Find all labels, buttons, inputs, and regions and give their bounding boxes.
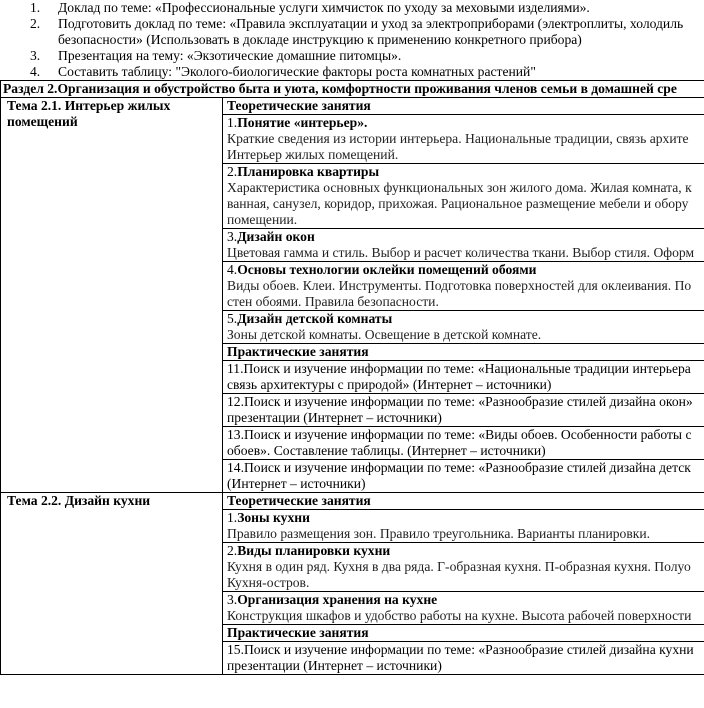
practice-text: 12.Поиск и изучение информации по теме: «Разнообразие стилей дизайна окон»	[227, 394, 693, 409]
lesson-title: Зоны кухни	[237, 510, 310, 525]
intro-list	[0, 0, 704, 80]
intro-item-text: безопасности» (Использовать в докладе инструкцию к применению конкретного прибора)	[58, 32, 582, 47]
lesson-text: Краткие сведения из истории интерьера. Национальные традиции, связь архите	[227, 131, 689, 146]
lesson-heading	[227, 229, 704, 245]
lesson-number: 5.	[227, 311, 238, 326]
curriculum-table	[0, 80, 704, 675]
lesson-title: Организация хранения на кухне	[237, 592, 438, 607]
lesson-text: Правило размещения зон. Правило треугольника. Варианты планировки.	[227, 526, 651, 541]
theory-header-row	[1, 98, 704, 115]
section-title: Раздел 2.Организация и обустройство быта и уюта, комфортности проживания членов семьи в домашней сре	[1, 81, 704, 98]
intro-item	[0, 48, 704, 64]
practice-text: 15.Поиск и изучение информации по теме: «Разнообразие стилей дизайна кухни	[227, 642, 694, 657]
practice-text: (Интернет – источники)	[227, 476, 366, 491]
practice-cell	[223, 361, 704, 394]
intro-item-text: Доклад по теме: «Профессиональные услуги химчисток по уходу за меховыми изделиями».	[58, 0, 590, 15]
intro-item-text: Презентация на тему: «Экзотические домашние питомцы».	[58, 48, 402, 63]
lesson-title: Дизайн детской комнаты	[237, 311, 393, 326]
lesson-cell	[223, 115, 704, 164]
lesson-number: 2.	[227, 543, 238, 558]
practice-cell	[223, 394, 704, 427]
lesson-cell	[223, 229, 704, 262]
topic-title-line: помещений	[7, 114, 78, 129]
lesson-text: Кухня в один ряд. Кухня в два ряда. Г-образная кухня. П-образная кухня. Полуо	[227, 559, 691, 574]
lesson-cell	[223, 262, 704, 311]
lesson-heading	[227, 115, 704, 131]
topic-title-line: Тема 2.1. Интерьер жилых	[7, 98, 171, 113]
section-row	[1, 81, 704, 98]
lesson-title: Основы технологии оклейки помещений обоями	[237, 262, 537, 277]
practice-cell	[223, 427, 704, 460]
theory-header: Теоретические занятия	[223, 493, 704, 510]
lesson-heading	[227, 543, 704, 559]
theory-header-row	[1, 493, 704, 510]
lesson-text: Интерьер жилых помещений.	[227, 147, 399, 162]
intro-item	[0, 64, 704, 80]
practice-text: 11.Поиск и изучение информации по теме: «Национальные традиции интерьера	[227, 361, 691, 376]
intro-item	[0, 0, 704, 16]
intro-item	[0, 16, 704, 48]
practice-cell	[223, 642, 704, 675]
lesson-title: Планировка квартиры	[237, 164, 380, 179]
lesson-number: 2.	[227, 164, 238, 179]
lesson-text: Конструкция шкафов и удобство работы на кухне. Высота рабочей поверхности	[227, 608, 692, 623]
lesson-cell	[223, 164, 704, 229]
topic-title-line: Тема 2.2. Дизайн кухни	[7, 493, 151, 508]
lesson-number: 1.	[227, 115, 238, 130]
lesson-text: стен обоями. Правила безопасности.	[227, 294, 439, 309]
intro-item-text: Составить таблицу: "Эколого-биологические факторы роста комнатных растений"	[58, 64, 536, 79]
lesson-cell	[223, 510, 704, 543]
lesson-title: Виды планировки кухни	[237, 543, 391, 558]
intro-item-number: 2.	[30, 16, 41, 31]
practice-text: связь архитектуры с природой» (Интернет – источники)	[227, 377, 552, 392]
lesson-heading	[227, 262, 704, 278]
lesson-number: 3.	[227, 592, 238, 607]
lesson-text: помещении.	[227, 212, 298, 227]
practice-text: презентации (Интернет – источники)	[227, 410, 442, 425]
lesson-text: Зоны детской комнаты. Освещение в детской комнате.	[227, 327, 542, 342]
lesson-heading	[227, 311, 704, 327]
intro-item-text: Подготовить доклад по теме: «Правила эксплуатации и уход за электроприборами (электроплиты, холодиль	[58, 16, 684, 31]
lesson-heading	[227, 592, 704, 608]
practice-header: Практические занятия	[223, 625, 704, 642]
intro-item-number: 4.	[30, 64, 41, 79]
lesson-cell	[223, 592, 704, 625]
lesson-cell	[223, 543, 704, 592]
lesson-text: Цветовая гамма и стиль. Выбор и расчет количества ткани. Выбор стиля. Оформ	[227, 245, 695, 260]
lesson-text: Виды обоев. Клеи. Инструменты. Подготовка поверхностей для оклеивания. По	[227, 278, 692, 293]
intro-item-number: 1.	[30, 0, 41, 15]
lesson-cell	[223, 311, 704, 344]
lesson-heading	[227, 510, 704, 526]
practice-header: Практические занятия	[223, 344, 704, 361]
practice-cell	[223, 460, 704, 493]
practice-text: 14.Поиск и изучение информации по теме: «Разнообразие стилей дизайна детск	[227, 460, 691, 475]
lesson-text: ванная, санузел, коридор, прихожая. Рациональное размещение мебели и обору	[227, 196, 689, 211]
lesson-number: 3.	[227, 229, 238, 244]
lesson-title: Понятие «интерьер».	[237, 115, 368, 130]
theory-header: Теоретические занятия	[223, 98, 704, 115]
practice-text: 13.Поиск и изучение информации по теме: «Виды обоев. Особенности работы с	[227, 427, 692, 442]
intro-item-number: 3.	[30, 48, 41, 63]
lesson-text: Характеристика основных функциональных зон жилого дома. Жилая комната, к	[227, 180, 692, 195]
lesson-heading	[227, 164, 704, 180]
topic-title	[1, 98, 223, 493]
topic-title	[1, 493, 223, 675]
practice-text: обоев». Составление таблицы. (Интернет – источники)	[227, 443, 546, 458]
lesson-title: Дизайн окон	[237, 229, 315, 244]
practice-text: презентации (Интернет – источники)	[227, 658, 442, 673]
lesson-number: 1.	[227, 510, 238, 525]
lesson-number: 4.	[227, 262, 238, 277]
lesson-text: Кухня-остров.	[227, 575, 310, 590]
